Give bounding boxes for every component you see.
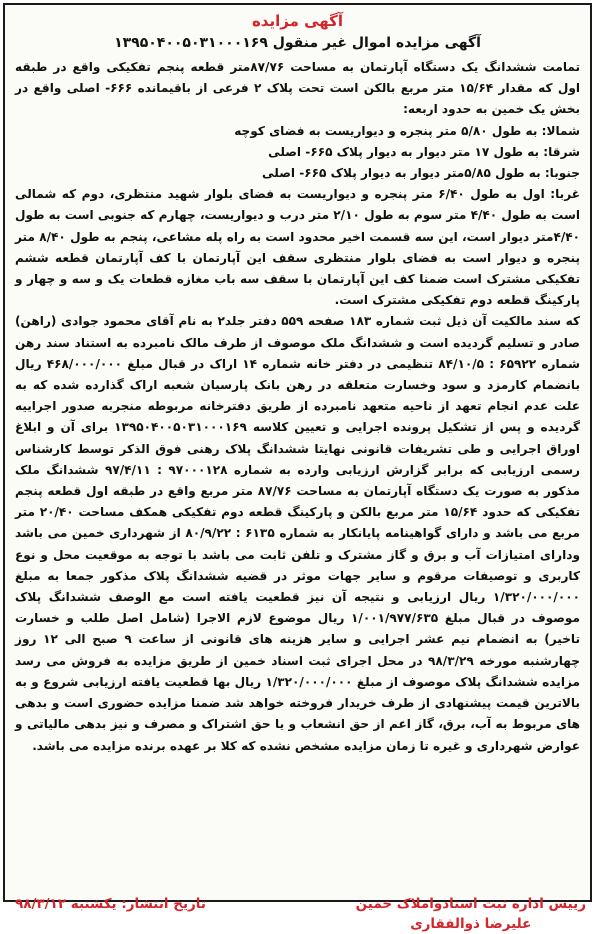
notice-content — [15, 11, 580, 894]
signature-block — [356, 894, 586, 934]
auction-details: که سند مالکیت آن ذیل ثبت شماره ۱۸۳ صفحه ۵۵۹ دفتر جلد۲ به نام آقای محمود جوادی (راهن) صادر و تسلیم گردیده است و ششدانگ ملک موصوف از طرف مالک نامبرده به استناد سند رهن شماره ۶۵۹۲۲ : ۸۴/۱۰/۵ تنظیمی در دفتر خانه شماره ۱۴ اراک در قبال مبلغ ۴۶۸/۰۰۰/۰۰۰ ریال بانضمام کارمزد و سود وخسارت متعلقه در رهن بانک پارسیان شعبه اراک گذارده شده که به علت عدم انجام تعهد از ناحیه متعهد نامبرده از طریق دفترخانه مربوطه منجربه صدور اجراییه گردیده و پس از تشکیل پرونده اجرایی و تعیین کلاسه ۱۳۹۵۰۴۰۰۵۰۳۱۰۰۰۱۶۹ برای آن و ابلاغ اوراق اجرایی و طی تشریفات قانونی نهایتا ششدانگ پلاک رهنی فوق الذکر توسط کارشناس رسمی ارزیابی که برابر گزارش ارزیابی وارده به شماره ۹۷۰۰۰۱۲۸ : ۹۷/۴/۱۱ ششدانگ ملک مذکور به صورت یک دستگاه آپارتمان به مساحت ۸۷/۷۶ متر مربع واقع در طبقه اول قطعه پنجم تفکیکی که حدود ۱۵/۶۴ متر مربع بالکن و پارکینگ قطعه دوم تفکیکی همکف مساحت ۲۰/۴۰ متر مربع می باشد و دارای گواهینامه پایانکار به شماره ۶۱۳۵ : ۸۰/۹/۲۲ از شهرداری خمین می باشد ودارای امتیازات آب و برق و گاز مشترک و تلفن ثابت می باشد با توجه به موقعیت محل و نوع کاربری و توصیفات مرقوم و سایر جهات موثر در قضیه ششدانگ پلاک مذکور جمعا به مبلغ ۱/۳۲۰/۰۰۰/۰۰۰ ریال ارزیابی و نتیجه آن نیز قطعیت یافته است مع الوصف ششدانگ پلاک موصوف در قبال مبلغ ۱/۰۰۱/۹۷۷/۶۳۵ ریال موضوع لازم الاجرا (شامل اصل طلب و خسارت تاخیر) به انضمام نیم عشر اجرایی و سایر هزینه های قانونی از ساعت ۹ صبح الی ۱۲ روز چهارشنبه مورخه ۹۸/۳/۲۹ در محل اجرای ثبت اسناد خمین از طریق مزایده به فروش می رسد مزایده ششدانگ پلاک موصوف از مبلغ ۱/۳۲۰/۰۰۰/۰۰۰ ریال بها قطعیت یافته ارزیابی شروع و به بالاترین قیمت پیشنهادی از طرف خریدار فروخته خواهد شد ضمنا مزایده حضوری است و بدهی های مربوط به آب، برق، گاز اعم از حق انشعاب و یا حق اشتراک و مصرف و نیز بدهی مالیاتی و عوارض شهرداری و غیره تا زمان مزایده مشخص نشده که کلا بر عهده برنده مزایده می باشد. — [15, 314, 580, 753]
boundary-south: جنوبا: به طول ۵/۸۵متر دیوار به دیوار پلاک ۶۶۵- اصلی — [262, 166, 580, 181]
boundary-east: شرقا: به طول ۱۷ متر دیوار به دیوار پلاک ۶۶۵- اصلی — [268, 144, 580, 159]
notice-title: آگهی مزایده — [251, 12, 344, 30]
property-description: تمامت ششدانگ یک دستگاه آپارتمان به مساحت ۸۷/۷۶متر قطعه پنجم تفکیکی واقع در طبقه اول که مقدار ۱۵/۶۴ متر مربع بالکن است تحت پلاک ۲ فرعی از باقیمانده ۶۶۶- اصلی واقع در بخش یک خمین به حدود اربعه: — [15, 60, 581, 117]
publish-date: تاریخ انتشار: یکشنبه ۹۸/۳/۱۲ — [15, 896, 206, 912]
signature-name: علیرضا ذوالفقاری — [410, 916, 532, 932]
boundary-north: شمالا: به طول ۵/۸۰ متر پنجره و دیواریست به فضای کوچه — [234, 123, 580, 138]
signature-title: رییس اداره ثبت اسنادواملاک خمین — [355, 896, 586, 912]
notice-body — [15, 57, 580, 757]
notice-frame — [3, 3, 592, 932]
notice-subtitle: آگهی مزایده اموال غیر منقول ۱۳۹۵۰۴۰۰۵۰۳۱۰۰۰۱۶۹ — [114, 35, 481, 51]
boundary-west: غربا: اول به طول ۶/۴۰ متر پنجره و دیواریست به فضای بلوار شهید منتظری، دوم که شمالی است به طول ۴/۴۰ متر سوم به طول ۲/۱۰ متر درب و دیواریست، چهارم که جنوبی است به طول ۴/۴۰متر دیوار است، این سه قسمت اخیر محدود است به راه پله مشاعی، پنجم به طول ۸/۴۰ متر پنجره و دیوار است به فضای بلوار منتظری سقف این آپارتمان با کف آپارتمان قطعه ششم تفکیکی مشترک است ضمنا کف این آپارتمان با سقف سه باب مغازه قطعات یک و سه و چهار و پارکینگ قطعه دوم تفکیکی مشترک است. — [15, 187, 580, 308]
